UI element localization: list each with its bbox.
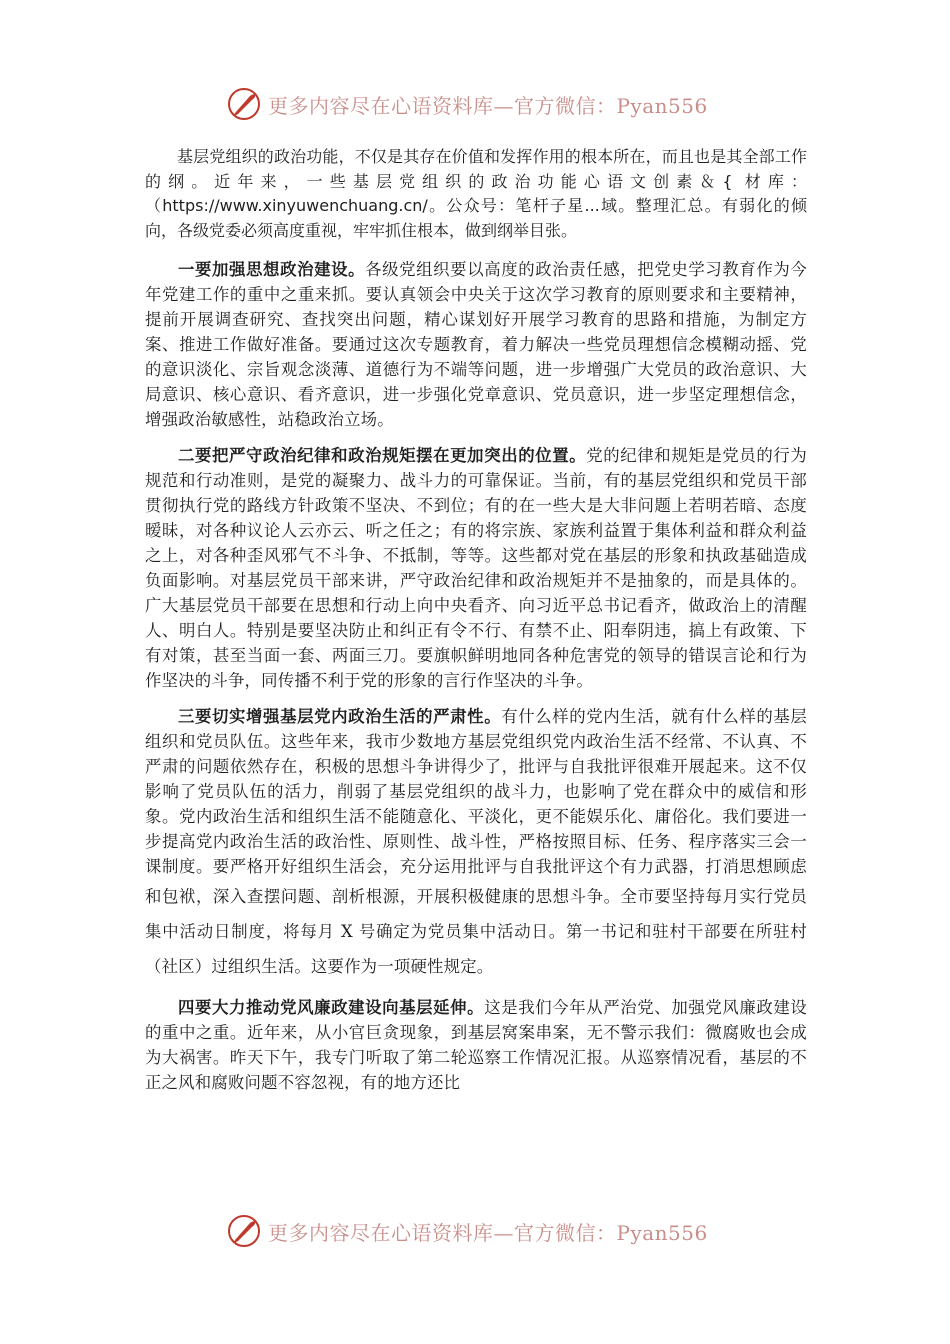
section-heading-3: 三要切实增强基层党内政治生活的严肃性。 (178, 706, 502, 726)
footer-banner-text: 更多内容尽在心语资料库—官方微信：Pyan556 (268, 1220, 708, 1245)
header-banner (226, 84, 746, 124)
section-paragraph-4 (145, 995, 807, 1095)
quill-pen-icon (226, 86, 262, 122)
section-paragraph-2 (145, 443, 807, 693)
section-text-4: 这是我们今年从严治党、加强党风廉政建设的重中之重。近年来，从小官巨贪现象，到基层窝案串案，无不警示我们：微腐败也会成为大祸害。昨天下午，我专门听取了第二轮巡察工作情况汇报。从巡察情况看，基层的不正之风和腐败问题不容忽视，有的地方还比 (145, 997, 807, 1092)
section-paragraph-3 (145, 704, 807, 984)
document-body (145, 145, 807, 1106)
section-heading-2: 二要把严守政治纪律和政治规矩摆在更加突出的位置。 (178, 445, 587, 465)
intro-paragraph: 基层党组织的政治功能，不仅是其存在价值和发挥作用的根本所在，而且也是其全部工作的纲。近年来，一些基层党组织的政治功能心语文创素＆{ 材库：（https://www.xinyuwenchuang.cn/。公众号：笔杆子星...域。整理汇总。有弱化的倾向，各级党委必须高度重视，牢牢抓住根本，做到纲举目张。 (145, 147, 807, 241)
header-banner-text: 更多内容尽在心语资料库—官方微信：Pyan556 (268, 93, 708, 118)
section-text-3: 有什么样的党内生活，就有什么样的基层组织和党员队伍。这些年来，我市少数地方基层党组织党内政治生活不经常、不认真、不严肃的问题依然存在，积极的思想斗争讲得少了，批评与自我批评很难开展起来。这不仅影响了党员队伍的活力，削弱了基层党组织的战斗力，也影响了党在群众中的威信和形象。党内政治生活和组织生活不能随意化、平淡化，更不能娱乐化、庸俗化。我们要进一步提高党内政治生活的政治性、原则性、战斗性，严格按照目标、任务、程序落实三会一课制度。要严格开好组织生活会，充分运用批评与自我批评这个有力武器，打消思想顾虑和包袱，深入查摆问题、剖析根源，开展积极健康的思想斗争。全市要坚持每 (145, 706, 807, 906)
section-heading-4: 四要大力推动党风廉政建设向基层延伸。 (178, 997, 485, 1017)
footer-banner (226, 1211, 746, 1251)
section-paragraph-1 (145, 257, 807, 432)
section-text-2: 党的纪律和规矩是党员的行为规范和行动准则，是党的凝聚力、战斗力的可靠保证。当前，有的基层党组织和党员干部贯彻执行党的路线方针政策不坚决、不到位；有的在一些大是大非问题上若明若暗、态度暧昧，对各种议论人云亦云、听之任之；有的将宗族、家族利益置于集体利益和群众利益之上，对各种歪风邪气不斗争、不抵制，等等。这些都对党在基层的形象和执政基础造成负面影响。对基层党员干部来讲，严守政治纪律和政治规矩并不是抽象的，而是具体的。广大基层党员干部要在思想和行动上向中央看齐、向习近平总书记看齐，做政治上的清醒人、明白人。特别是要坚决防止和纠正有令不行、有禁不止、阳奉阴违，搞上有政策、下有对策，甚至当面一套、两面三刀。要旗帜鲜明地同各种危害党的领导的错误言论和行为作坚决的斗争，同传播不利于党的形象的言行作坚决的斗争。 (145, 445, 807, 690)
section-heading-1: 一要加强思想政治建设。 (178, 259, 366, 279)
quill-pen-icon (226, 1213, 262, 1249)
section-text-1: 各级党组织要以高度的政治责任感，把党史学习教育作为今年党建工作的重中之重来抓。要认真领会中央关于这次学习教育的原则要求和主要精神，提前开展调查研究、查找突出问题，精心谋划好开展学习教育的思路和措施，为制定方案、推进工作做好准备。要通过这次专题教育，着力解决一些党员理想信念模糊动摇、党的意识淡化、宗旨观念淡薄、道德行为不端等问题，进一步增强广大党员的政治意识、大局意识、核心意识、看齐意识，进一步强化党章意识、党员意识，进一步坚定理想信念，增强政治敏感性，站稳政治立场。 (145, 259, 807, 429)
section-text-3-continued: 月实行党员集中活动日制度，将每月 X 号确定为党员集中活动日。第一书记和驻村干部要在所驻村（社区）过组织生活。这要作为一项硬性规定。 (145, 886, 807, 976)
